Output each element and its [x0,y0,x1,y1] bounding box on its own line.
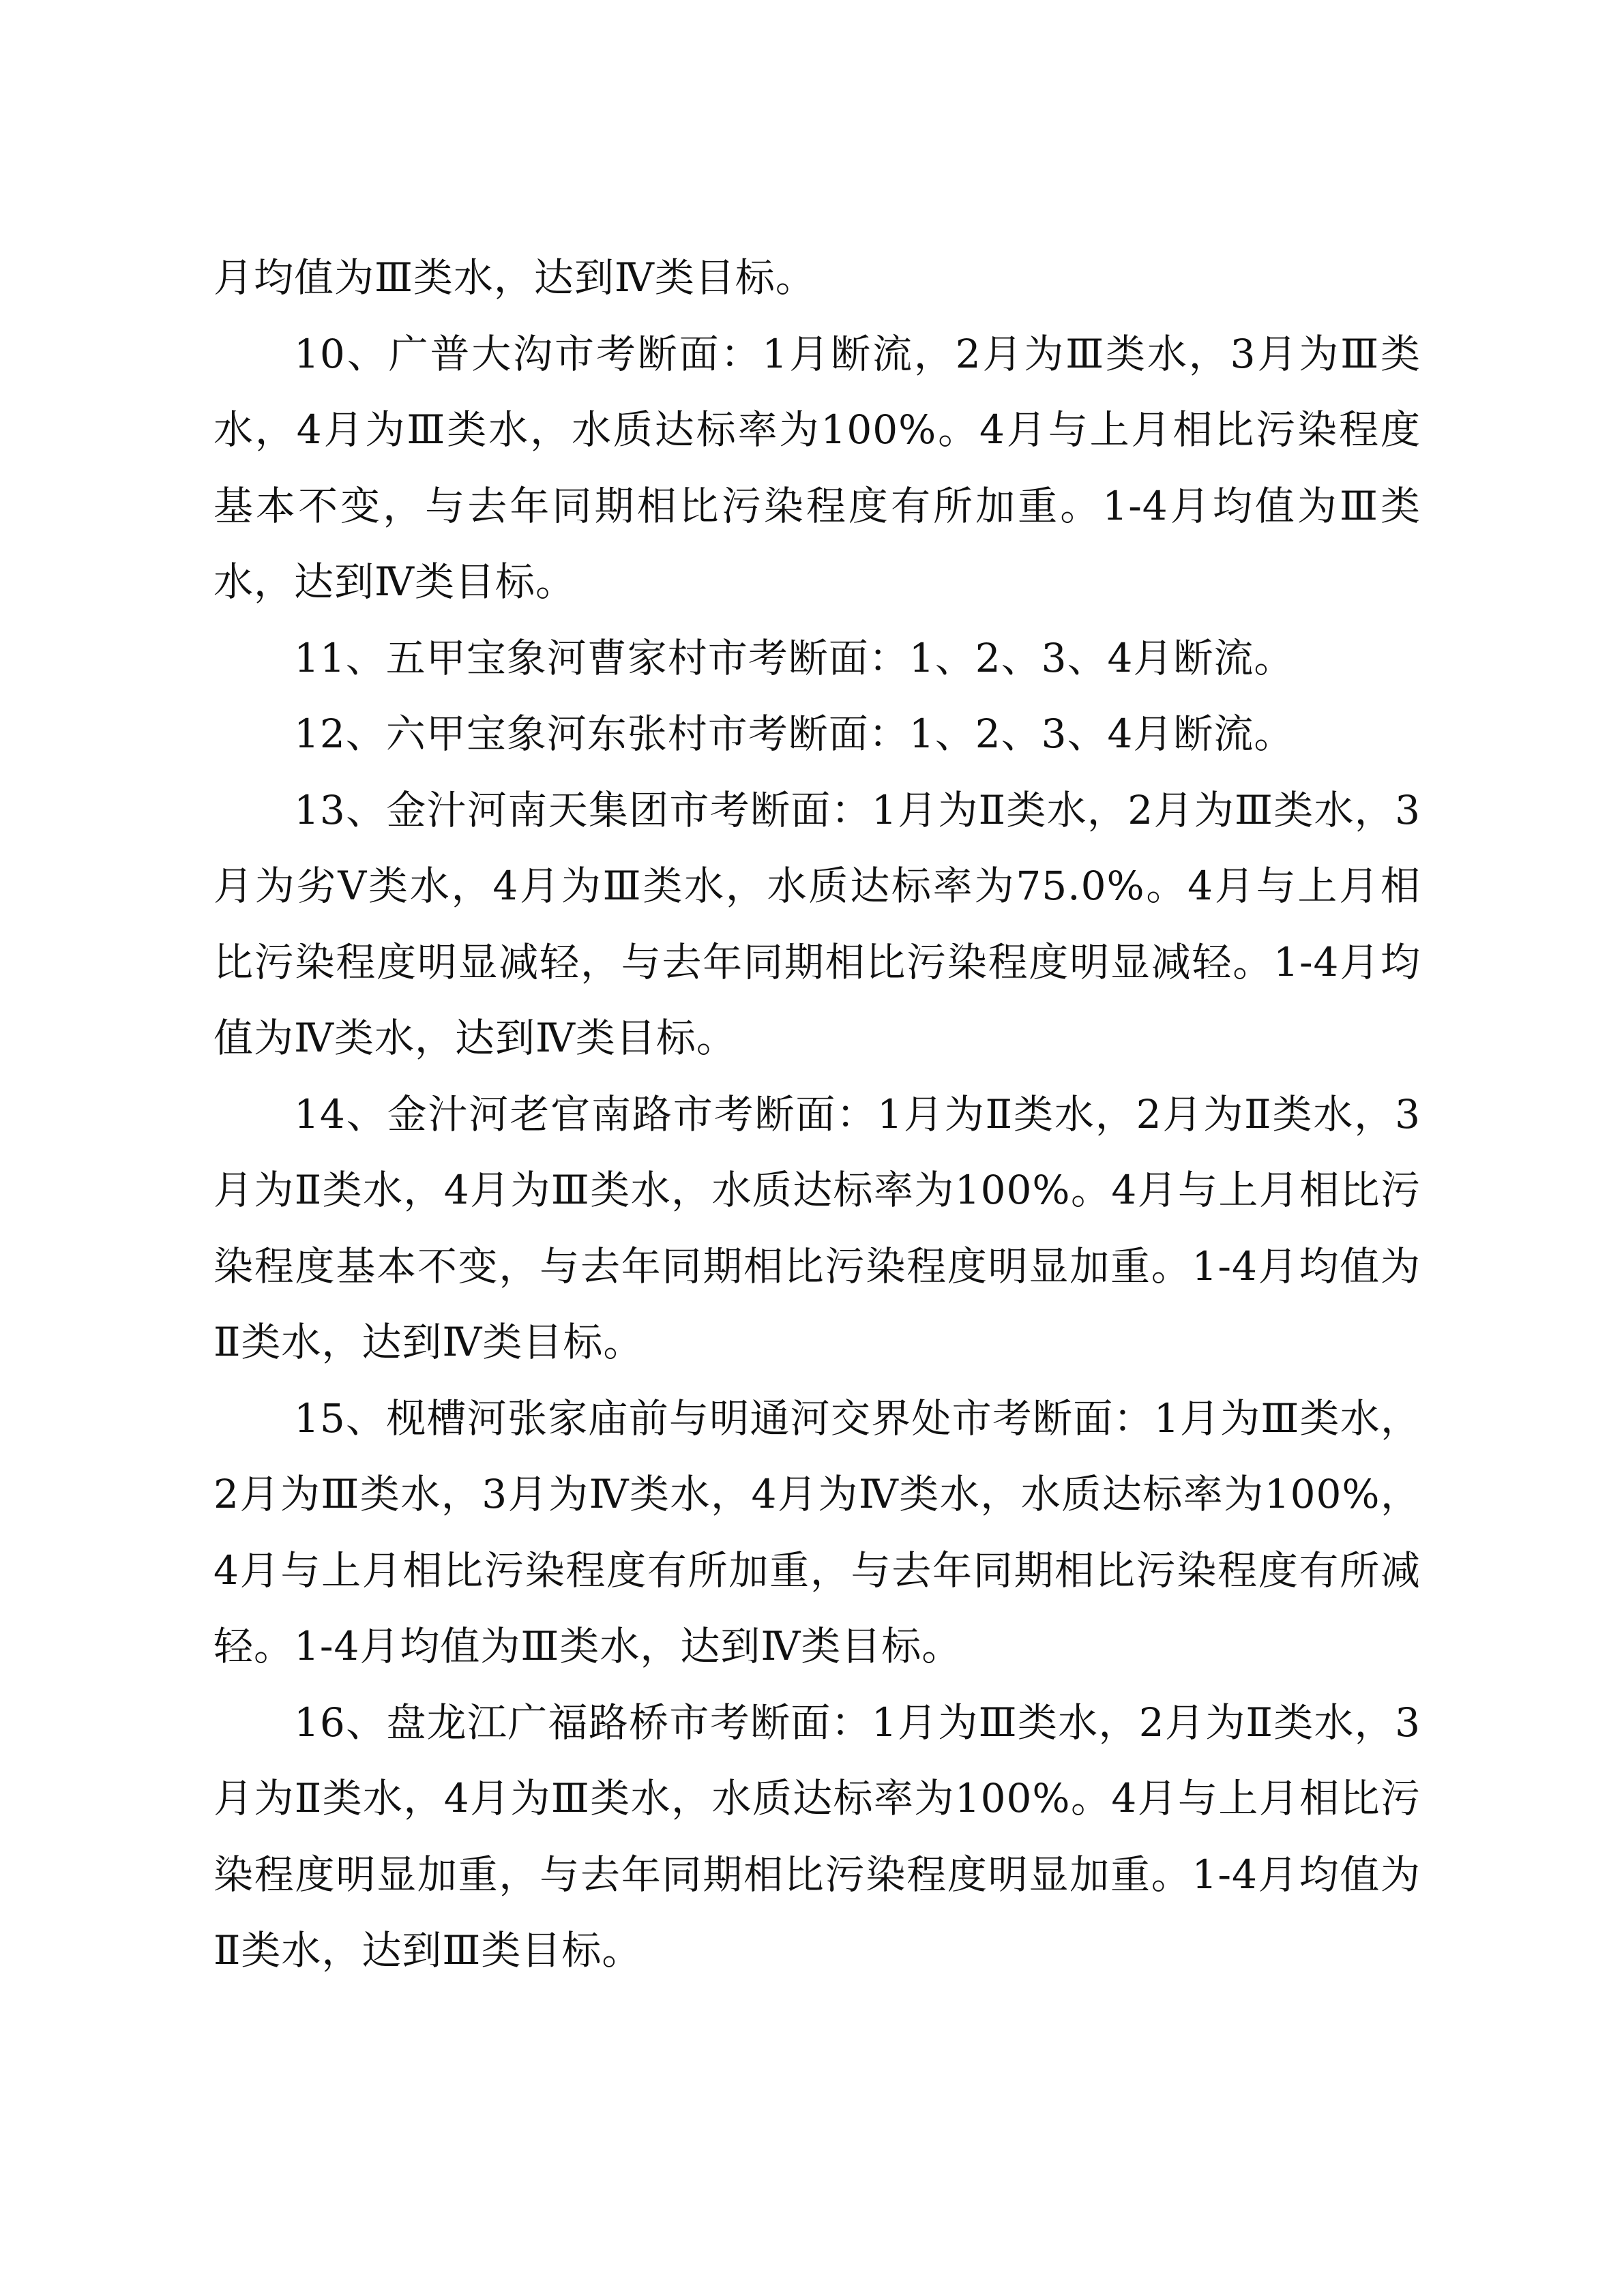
paragraph-continuation: 月均值为Ⅲ类水，达到Ⅳ类目标。 [213,254,816,301]
body-text [213,240,1421,1989]
paragraph-16-panlong-guangfu: 16、盘龙江广福路桥市考断面：1月为Ⅲ类水，2月为Ⅱ类水，3月为Ⅱ类水，4月为Ⅲ类水，水质达标率为100%。4月与上月相比污染程度明显加重，与去年同期相比污染程度明显加重。1-4月均值为Ⅱ类水，达到Ⅲ类目标。 [213,1699,1421,1973]
paragraph-11-wujia-baoxiang: 11、五甲宝象河曹家村市考断面：1、2、3、4月断流。 [294,634,1295,681]
paragraph-15-jiancao-zhangjiamiao: 15、枧槽河张家庙前与明通河交界处市考断面：1月为Ⅲ类水，2月为Ⅲ类水，3月为Ⅳ类水，4月为Ⅳ类水，水质达标率为100%，4月与上月相比污染程度有所加重，与去年同期相比污染程度有所减轻。1-4月均值为Ⅲ类水，达到Ⅳ类目标。 [213,1395,1421,1669]
paragraph-13-jinzhi-nantian: 13、金汁河南天集团市考断面：1月为Ⅱ类水，2月为Ⅲ类水，3月为劣Ⅴ类水，4月为Ⅲ类水，水质达标率为75.0%。4月与上月相比污染程度明显减轻，与去年同期相比污染程度明显减轻。1-4月均值为Ⅳ类水，达到Ⅳ类目标。 [213,786,1421,1061]
paragraph-14-jinzhi-laoguan: 14、金汁河老官南路市考断面：1月为Ⅱ类水，2月为Ⅱ类水，3月为Ⅱ类水，4月为Ⅲ类水，水质达标率为100%。4月与上月相比污染程度基本不变，与去年同期相比污染程度明显加重。1-4月均值为Ⅱ类水，达到Ⅳ类目标。 [213,1090,1421,1365]
paragraph-12-liujia-baoxiang: 12、六甲宝象河东张村市考断面：1、2、3、4月断流。 [294,711,1295,757]
paragraph-10-guangpu-dagou: 10、广普大沟市考断面：1月断流，2月为Ⅲ类水，3月为Ⅲ类水，4月为Ⅲ类水，水质达标率为100%。4月与上月相比污染程度基本不变，与去年同期相比污染程度有所加重。1-4月均值为Ⅲ类水，达到Ⅳ类目标。 [213,330,1421,605]
